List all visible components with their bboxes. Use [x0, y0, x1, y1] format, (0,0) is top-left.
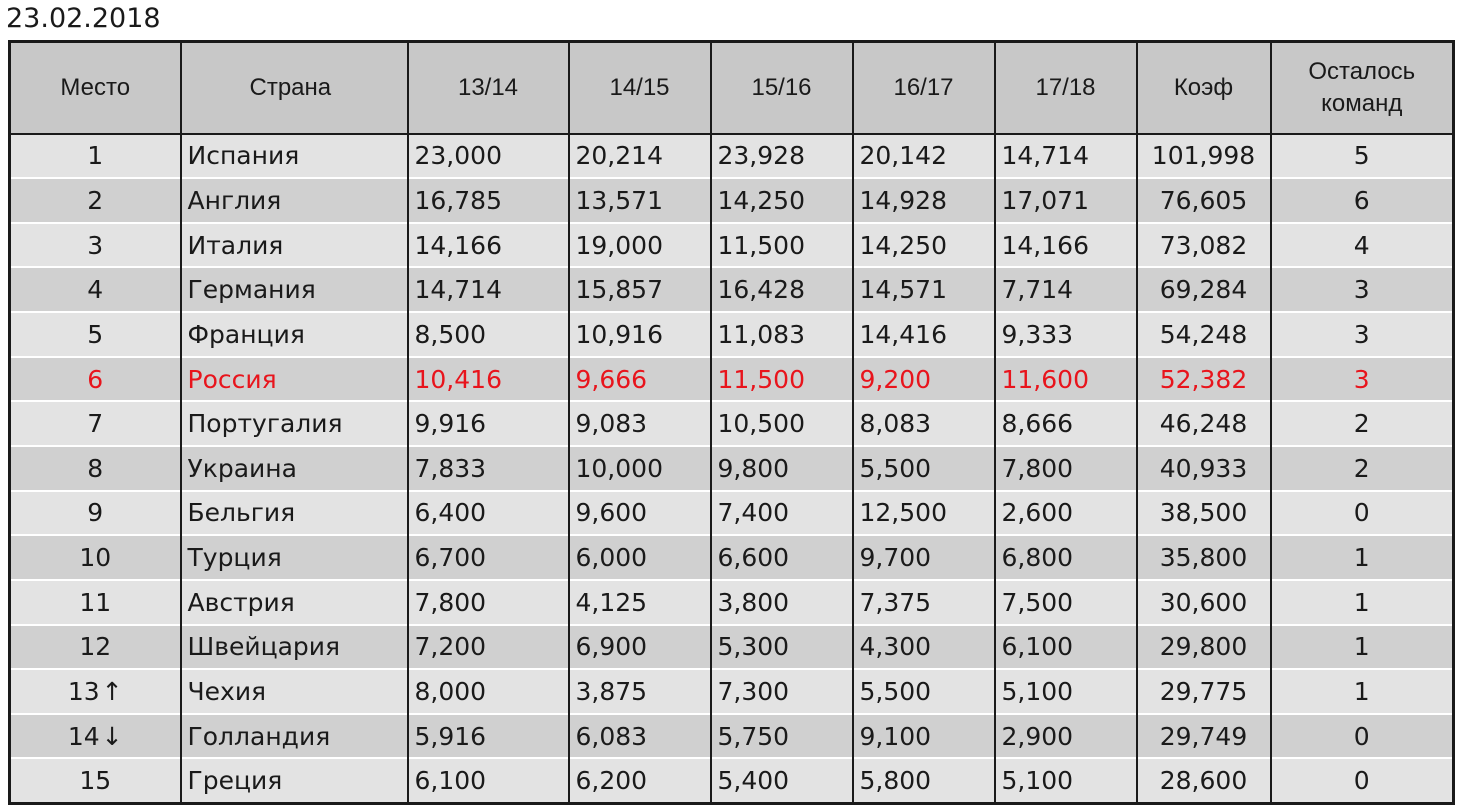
season-14-15-cell-text: 20,214 — [575, 141, 663, 171]
season-17-18-cell-text: 6,100 — [1001, 632, 1074, 662]
teams-remaining-cell-text: 1 — [1353, 543, 1370, 573]
season-15-16-cell-text: 6,600 — [717, 543, 790, 573]
season-15-16-cell — [711, 267, 853, 312]
place-cell-text: 15 — [79, 766, 112, 796]
place-cell — [10, 446, 181, 491]
teams-remaining-cell-text: 3 — [1353, 275, 1370, 305]
season-14-15-cell-text: 19,000 — [575, 230, 663, 260]
coefficient-cell — [1137, 267, 1271, 312]
season-13-14-cell — [408, 134, 569, 179]
season-14-15-cell — [569, 134, 711, 179]
season-17-18-cell — [995, 267, 1137, 312]
season-13-14-cell — [408, 357, 569, 402]
season-15-16-cell — [711, 223, 853, 268]
table-row — [10, 758, 1454, 803]
place-cell — [10, 312, 181, 357]
season-14-15-cell — [569, 267, 711, 312]
season-15-16-cell-text: 7,300 — [717, 677, 790, 706]
season-13-14-cell — [408, 312, 569, 357]
season-16-17-cell-text: 9,100 — [859, 721, 932, 751]
coefficient-cell — [1137, 625, 1271, 670]
season-17-18-cell — [995, 758, 1137, 803]
table-row — [10, 535, 1454, 580]
season-13-14-cell-text: 6,400 — [414, 498, 487, 528]
season-13-14-cell — [408, 178, 569, 223]
country-cell-text: Россия — [187, 364, 277, 394]
header-country: Страна — [181, 42, 408, 134]
teams-remaining-cell — [1271, 758, 1454, 803]
season-13-14-cell — [408, 714, 569, 759]
season-17-18-cell-text: 6,800 — [1001, 543, 1074, 573]
season-16-17-cell-text: 4,300 — [859, 632, 932, 662]
coefficient-cell — [1137, 401, 1271, 446]
country-cell — [181, 669, 408, 714]
place-cell-text: 4 — [87, 275, 104, 305]
season-14-15-cell — [569, 580, 711, 625]
country-cell-text: Турция — [187, 543, 282, 573]
coefficient-cell-text: 52,382 — [1159, 364, 1248, 394]
place-cell — [10, 491, 181, 536]
teams-remaining-cell — [1271, 134, 1454, 179]
table-row — [10, 491, 1454, 536]
teams-remaining-cell-text: 1 — [1353, 632, 1370, 662]
coefficient-cell-text: 35,800 — [1159, 543, 1248, 573]
season-16-17-cell-text: 7,375 — [859, 587, 932, 617]
place-cell-text: 6 — [87, 364, 104, 394]
season-14-15-cell — [569, 491, 711, 536]
season-14-15-cell — [569, 669, 711, 714]
coefficient-cell-text: 73,082 — [1159, 230, 1248, 260]
season-13-14-cell-text: 6,700 — [414, 543, 487, 573]
place-cell-text: 2 — [87, 185, 104, 215]
season-15-16-cell — [711, 535, 853, 580]
teams-remaining-cell — [1271, 491, 1454, 536]
season-17-18-cell — [995, 134, 1137, 179]
country-cell-text: Украина — [187, 453, 297, 483]
coefficient-cell-text: 30,600 — [1159, 587, 1248, 617]
season-15-16-cell-text: 11,500 — [717, 230, 805, 260]
header-season-15-16: 15/16 — [711, 42, 853, 134]
country-cell — [181, 178, 408, 223]
season-14-15-cell-text: 6,000 — [575, 543, 648, 573]
place-cell — [10, 625, 181, 670]
season-14-15-cell — [569, 535, 711, 580]
season-14-15-cell-text: 10,916 — [575, 319, 663, 349]
place-cell-text: 9 — [87, 498, 104, 528]
table-row — [10, 669, 1454, 714]
season-13-14-cell-text: 14,714 — [414, 275, 502, 305]
season-16-17-cell — [853, 312, 995, 357]
season-14-15-cell — [569, 357, 711, 402]
season-17-18-cell — [995, 223, 1137, 268]
place-cell-text: 8 — [87, 453, 104, 483]
coefficient-cell — [1137, 580, 1271, 625]
place-cell — [10, 267, 181, 312]
place-cell — [10, 357, 181, 402]
season-15-16-cell-text: 11,083 — [717, 319, 805, 349]
season-15-16-cell-text: 23,928 — [717, 141, 805, 171]
country-cell-text: Австрия — [187, 587, 295, 617]
season-15-16-cell-text: 5,750 — [717, 721, 790, 751]
country-cell-text: Португалия — [187, 409, 343, 439]
table-row — [10, 312, 1454, 357]
season-14-15-cell — [569, 446, 711, 491]
season-15-16-cell — [711, 491, 853, 536]
header-place: Место — [10, 42, 181, 134]
season-13-14-cell-text: 23,000 — [414, 141, 502, 171]
season-14-15-cell-text: 6,900 — [575, 632, 648, 662]
season-13-14-cell-text: 5,916 — [414, 721, 487, 751]
country-cell-text: Германия — [187, 275, 316, 305]
season-13-14-cell-text: 7,833 — [414, 453, 487, 483]
table-row — [10, 267, 1454, 312]
season-15-16-cell — [711, 401, 853, 446]
coefficient-cell — [1137, 535, 1271, 580]
coefficient-cell-text: 101,998 — [1151, 141, 1256, 171]
country-cell — [181, 491, 408, 536]
country-cell — [181, 134, 408, 179]
season-15-16-cell — [711, 669, 853, 714]
country-cell — [181, 758, 408, 803]
season-14-15-cell — [569, 758, 711, 803]
season-14-15-cell-text: 6,200 — [575, 766, 648, 796]
place-cell-text: 10 — [79, 543, 112, 573]
season-16-17-cell — [853, 669, 995, 714]
season-16-17-cell — [853, 223, 995, 268]
season-13-14-cell-text: 7,200 — [414, 632, 487, 662]
season-13-14-cell-text: 10,416 — [414, 364, 502, 394]
season-14-15-cell — [569, 178, 711, 223]
season-14-15-cell-text: 10,000 — [575, 453, 663, 483]
season-17-18-cell-text: 14,166 — [1001, 230, 1089, 260]
season-17-18-cell — [995, 446, 1137, 491]
coefficient-cell — [1137, 669, 1271, 714]
teams-remaining-cell-text: 5 — [1353, 141, 1370, 171]
country-cell — [181, 446, 408, 491]
season-17-18-cell — [995, 669, 1137, 714]
teams-remaining-cell — [1271, 178, 1454, 223]
season-15-16-cell — [711, 178, 853, 223]
country-cell — [181, 625, 408, 670]
season-17-18-cell — [995, 714, 1137, 759]
season-16-17-cell — [853, 714, 995, 759]
season-16-17-cell — [853, 758, 995, 803]
coefficient-cell-text: 76,605 — [1159, 185, 1248, 215]
header-row — [10, 42, 1454, 134]
season-17-18-cell-text: 7,714 — [1001, 275, 1074, 305]
season-16-17-cell-text: 5,500 — [859, 453, 932, 483]
season-15-16-cell — [711, 580, 853, 625]
season-15-16-cell-text: 5,300 — [717, 632, 790, 662]
coefficient-cell — [1137, 357, 1271, 402]
coefficient-cell-text: 40,933 — [1159, 453, 1248, 483]
season-15-16-cell-text: 14,250 — [717, 185, 805, 215]
country-cell-text: Италия — [187, 230, 284, 260]
season-16-17-cell — [853, 401, 995, 446]
table-row — [10, 178, 1454, 223]
place-cell-text: 1 — [87, 141, 104, 171]
season-17-18-cell — [995, 491, 1137, 536]
country-cell — [181, 357, 408, 402]
season-15-16-cell-text: 16,428 — [717, 275, 805, 305]
season-16-17-cell — [853, 267, 995, 312]
country-cell — [181, 580, 408, 625]
season-13-14-cell — [408, 446, 569, 491]
season-16-17-cell-text: 14,250 — [859, 230, 947, 260]
season-17-18-cell-text: 5,100 — [1001, 766, 1074, 796]
season-14-15-cell — [569, 625, 711, 670]
season-13-14-cell-text: 8,500 — [414, 319, 487, 349]
season-15-16-cell-text: 5,400 — [717, 766, 790, 796]
place-cell — [10, 223, 181, 268]
table-row — [10, 446, 1454, 491]
coefficient-cell — [1137, 714, 1271, 759]
season-13-14-cell-text: 9,916 — [414, 409, 487, 439]
coefficient-cell — [1137, 134, 1271, 179]
season-15-16-cell — [711, 446, 853, 491]
teams-remaining-cell — [1271, 580, 1454, 625]
coefficient-cell-text: 54,248 — [1159, 319, 1248, 349]
country-cell-text: Бельгия — [187, 498, 296, 528]
season-13-14-cell-text: 7,800 — [414, 587, 487, 617]
coefficient-cell — [1137, 178, 1271, 223]
country-cell — [181, 401, 408, 446]
coefficient-cell — [1137, 312, 1271, 357]
coefficient-cell — [1137, 223, 1271, 268]
place-cell — [10, 134, 181, 179]
season-14-15-cell — [569, 312, 711, 357]
season-16-17-cell-text: 14,928 — [859, 185, 947, 215]
header-season-16-17: 16/17 — [853, 42, 995, 134]
coefficient-cell — [1137, 491, 1271, 536]
table-row — [10, 580, 1454, 625]
season-14-15-cell-text: 9,600 — [575, 498, 648, 528]
season-16-17-cell-text: 12,500 — [859, 498, 947, 528]
season-14-15-cell-text: 9,666 — [575, 364, 648, 394]
season-16-17-cell-text: 5,800 — [859, 766, 932, 796]
table-row — [10, 223, 1454, 268]
season-13-14-cell — [408, 491, 569, 536]
season-16-17-cell — [853, 446, 995, 491]
country-cell-text: Греция — [187, 766, 283, 796]
date-label: 23.02.2018 — [6, 3, 161, 34]
season-16-17-cell — [853, 535, 995, 580]
season-16-17-cell — [853, 134, 995, 179]
teams-remaining-cell — [1271, 267, 1454, 312]
teams-remaining-cell — [1271, 312, 1454, 357]
teams-remaining-cell-text: 6 — [1353, 185, 1370, 215]
place-cell — [10, 535, 181, 580]
season-15-16-cell-text: 7,400 — [717, 498, 790, 528]
header-teams-remaining: Осталось команд — [1271, 42, 1454, 134]
place-cell — [10, 758, 181, 803]
teams-remaining-cell — [1271, 357, 1454, 402]
season-13-14-cell-text: 8,000 — [414, 677, 487, 706]
season-17-18-cell — [995, 535, 1137, 580]
season-15-16-cell-text: 10,500 — [717, 409, 805, 439]
table-row — [10, 625, 1454, 670]
season-13-14-cell — [408, 758, 569, 803]
country-cell-text: Чехия — [187, 677, 267, 706]
season-17-18-cell — [995, 580, 1137, 625]
coefficient-cell-text: 69,284 — [1159, 275, 1248, 305]
season-14-15-cell — [569, 223, 711, 268]
season-16-17-cell — [853, 491, 995, 536]
season-14-15-cell-text: 4,125 — [575, 587, 648, 617]
place-cell-text: 7 — [87, 409, 104, 439]
place-cell — [10, 401, 181, 446]
place-cell — [10, 669, 181, 714]
country-cell-text: Испания — [187, 141, 300, 171]
place-cell-text: 5 — [87, 319, 104, 349]
coefficient-cell-text: 29,775 — [1159, 677, 1248, 706]
season-13-14-cell-text: 6,100 — [414, 766, 487, 796]
country-cell-text: Англия — [187, 185, 282, 215]
country-cell — [181, 267, 408, 312]
teams-remaining-cell-text: 3 — [1353, 364, 1370, 394]
place-cell-text: 13 — [67, 677, 100, 706]
coefficient-cell — [1137, 446, 1271, 491]
season-17-18-cell-text: 17,071 — [1001, 185, 1089, 215]
place-cell — [10, 714, 181, 759]
season-13-14-cell — [408, 535, 569, 580]
country-cell — [181, 223, 408, 268]
season-14-15-cell — [569, 714, 711, 759]
season-17-18-cell — [995, 312, 1137, 357]
season-16-17-cell-text: 14,416 — [859, 319, 947, 349]
season-16-17-cell — [853, 178, 995, 223]
season-15-16-cell — [711, 312, 853, 357]
season-16-17-cell-text: 9,200 — [859, 364, 932, 394]
season-17-18-cell-text: 7,800 — [1001, 453, 1074, 483]
teams-remaining-cell — [1271, 401, 1454, 446]
season-13-14-cell — [408, 625, 569, 670]
season-17-18-cell-text: 7,500 — [1001, 587, 1074, 617]
season-17-18-cell-text: 14,714 — [1001, 141, 1089, 171]
teams-remaining-cell-text: 2 — [1353, 409, 1370, 439]
teams-remaining-cell-text: 1 — [1353, 587, 1370, 617]
season-13-14-cell — [408, 401, 569, 446]
season-13-14-cell-text: 14,166 — [414, 230, 502, 260]
uefa-coefficient-table — [8, 40, 1455, 805]
season-13-14-cell — [408, 669, 569, 714]
season-17-18-cell-text: 8,666 — [1001, 409, 1074, 439]
place-cell-text: 14 — [67, 721, 100, 751]
coefficient-cell-text: 28,600 — [1159, 766, 1248, 796]
season-16-17-cell-text: 20,142 — [859, 141, 947, 171]
country-cell — [181, 312, 408, 357]
country-cell — [181, 714, 408, 759]
coefficient-cell-text: 38,500 — [1159, 498, 1248, 528]
season-17-18-cell — [995, 357, 1137, 402]
season-17-18-cell-text: 11,600 — [1001, 364, 1089, 394]
table-row — [10, 401, 1454, 446]
teams-remaining-cell — [1271, 669, 1454, 714]
season-17-18-cell-text: 9,333 — [1001, 319, 1074, 349]
teams-remaining-cell-text: 1 — [1353, 677, 1370, 706]
season-14-15-cell-text: 6,083 — [575, 721, 648, 751]
place-cell-text: 3 — [87, 230, 104, 260]
teams-remaining-cell — [1271, 223, 1454, 268]
season-15-16-cell-text: 11,500 — [717, 364, 805, 394]
season-14-15-cell — [569, 401, 711, 446]
country-cell-text: Голландия — [187, 721, 331, 751]
season-14-15-cell-text: 13,571 — [575, 185, 663, 215]
season-17-18-cell — [995, 178, 1137, 223]
season-14-15-cell-text: 9,083 — [575, 409, 648, 439]
coefficient-cell — [1137, 758, 1271, 803]
season-13-14-cell-text: 16,785 — [414, 185, 502, 215]
teams-remaining-cell-text: 3 — [1353, 319, 1370, 349]
season-13-14-cell — [408, 267, 569, 312]
country-cell-text: Швейцария — [187, 632, 341, 662]
season-16-17-cell — [853, 357, 995, 402]
season-17-18-cell — [995, 625, 1137, 670]
header-coefficient: Коэф — [1137, 42, 1271, 134]
teams-remaining-cell-text: 0 — [1353, 721, 1370, 751]
teams-remaining-cell — [1271, 625, 1454, 670]
place-cell-text: 12 — [79, 632, 112, 662]
season-15-16-cell — [711, 357, 853, 402]
table-row — [10, 134, 1454, 179]
teams-remaining-cell — [1271, 714, 1454, 759]
season-16-17-cell — [853, 625, 995, 670]
place-cell-text: 11 — [79, 587, 112, 617]
coefficient-cell-text: 46,248 — [1159, 409, 1248, 439]
header-season-13-14: 13/14 — [408, 42, 569, 134]
header-season-14-15: 14/15 — [569, 42, 711, 134]
teams-remaining-cell-text: 4 — [1353, 230, 1370, 260]
arrow-down-icon: ↓ — [101, 721, 123, 751]
table-row — [10, 714, 1454, 759]
season-17-18-cell-text: 5,100 — [1001, 677, 1074, 706]
season-16-17-cell-text: 14,571 — [859, 275, 947, 305]
season-15-16-cell — [711, 714, 853, 759]
arrow-up-icon: ↑ — [101, 677, 123, 706]
season-17-18-cell-text: 2,900 — [1001, 721, 1074, 751]
season-13-14-cell — [408, 580, 569, 625]
season-16-17-cell-text: 8,083 — [859, 409, 932, 439]
country-cell — [181, 535, 408, 580]
place-cell — [10, 580, 181, 625]
teams-remaining-cell — [1271, 446, 1454, 491]
place-cell — [10, 178, 181, 223]
season-15-16-cell — [711, 134, 853, 179]
season-15-16-cell — [711, 758, 853, 803]
season-15-16-cell-text: 9,800 — [717, 453, 790, 483]
country-cell-text: Франция — [187, 319, 305, 349]
season-13-14-cell — [408, 223, 569, 268]
season-17-18-cell — [995, 401, 1137, 446]
teams-remaining-cell-text: 0 — [1353, 498, 1370, 528]
coefficient-cell-text: 29,800 — [1159, 632, 1248, 662]
teams-remaining-cell-text: 2 — [1353, 453, 1370, 483]
header-season-17-18: 17/18 — [995, 42, 1137, 134]
season-15-16-cell-text: 3,800 — [717, 587, 790, 617]
season-17-18-cell-text: 2,600 — [1001, 498, 1074, 528]
coefficient-cell-text: 29,749 — [1159, 721, 1248, 751]
season-16-17-cell-text: 9,700 — [859, 543, 932, 573]
teams-remaining-cell-text: 0 — [1353, 766, 1370, 796]
teams-remaining-cell — [1271, 535, 1454, 580]
season-15-16-cell — [711, 625, 853, 670]
season-14-15-cell-text: 3,875 — [575, 677, 648, 706]
season-14-15-cell-text: 15,857 — [575, 275, 663, 305]
season-16-17-cell-text: 5,500 — [859, 677, 932, 706]
season-16-17-cell — [853, 580, 995, 625]
table-row — [10, 357, 1454, 402]
